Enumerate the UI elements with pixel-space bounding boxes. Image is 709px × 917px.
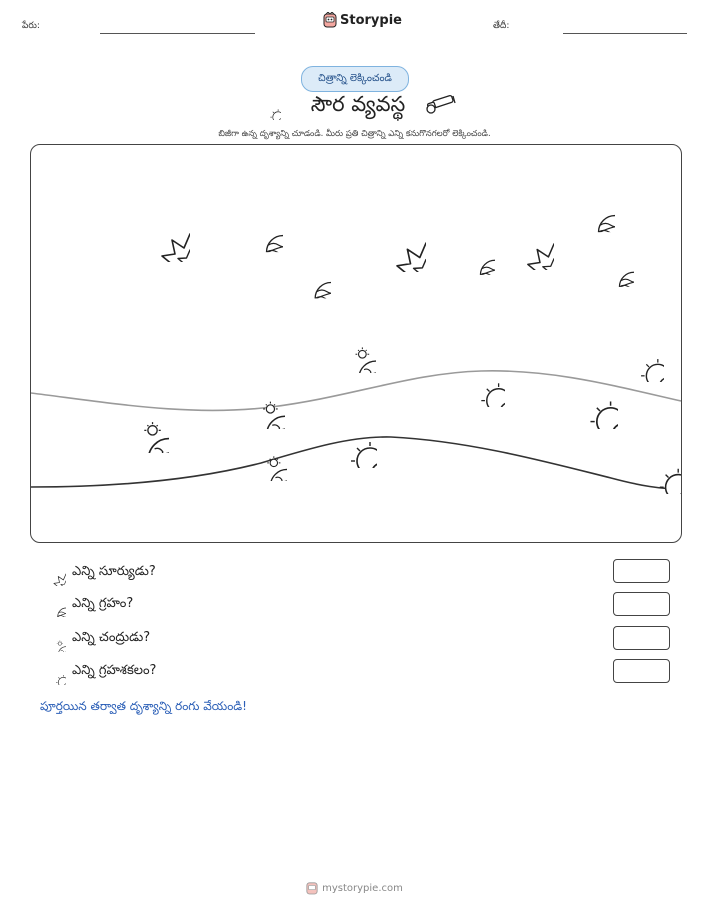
color-instruction: పూర్తయిన తర్వాత దృశ్యాన్ని రంగు వేయండి! (40, 699, 247, 713)
sun-item (397, 243, 455, 301)
scene-frame (30, 144, 682, 543)
moon-icon (40, 626, 66, 652)
storypie-footer-icon (306, 881, 318, 895)
brand-name: Storypie (340, 12, 402, 28)
asteroid-icon (40, 659, 66, 685)
instructions: బిజీగా ఉన్న దృశ్యాన్ని చూడండి. మీరు ప్రతి చిత్రాన్ని ఎన్ని కనుగొనగలరో లెక్కించండి. (218, 129, 491, 139)
asteroid-item (351, 442, 407, 494)
planet-item (474, 257, 517, 289)
earth-item (352, 347, 403, 395)
asteroid-item (641, 359, 681, 405)
question-row-moon (40, 626, 150, 652)
question-text: ఎన్ని గ్రహశకలం? (72, 663, 157, 678)
question-text: ఎన్ని సూర్యుడు? (72, 564, 156, 579)
footer (0, 881, 709, 895)
planet-item (613, 269, 656, 301)
question-row-sun (40, 560, 156, 586)
activity-pill-label: చిత్రాన్ని లెక్కించండి (318, 73, 392, 84)
answer-box-planet[interactable] (613, 592, 670, 616)
storypie-mascot-icon (323, 12, 337, 28)
sun-item (162, 234, 218, 290)
asteroid-item (590, 401, 650, 456)
answer-box-asteroid[interactable] (613, 659, 670, 683)
asteroid-item (481, 383, 532, 430)
date-label: తేదీ: (493, 21, 510, 31)
scene-canvas (31, 145, 681, 542)
sun-item (528, 244, 580, 296)
footer-url: mystorypie.com (322, 882, 403, 894)
ground-line-lower (31, 437, 681, 489)
ground-line-upper (31, 371, 681, 411)
name-line[interactable] (100, 33, 255, 34)
name-label: పేరు: (22, 21, 40, 31)
earth-item (264, 456, 313, 502)
telescope-icon (424, 94, 458, 116)
earth-item (259, 402, 314, 453)
question-text: ఎన్ని చంద్రుడు? (72, 630, 151, 645)
sun-icon (40, 560, 66, 586)
planet-item (308, 279, 355, 314)
brand-logo (323, 12, 402, 28)
date-line[interactable] (563, 33, 687, 34)
answer-box-moon[interactable] (613, 626, 670, 650)
planet-item (591, 212, 640, 248)
asteroid-item (660, 469, 681, 519)
page-title: సౌర వ్యవస్థ (310, 92, 406, 116)
question-row-asteroid (40, 659, 156, 685)
earth-item (140, 422, 202, 480)
asteroid-title-icon (253, 92, 281, 120)
planet-icon (40, 593, 66, 617)
answer-box-sun[interactable] (613, 559, 670, 583)
question-text: ఎన్ని గ్రహం? (72, 596, 134, 611)
planet-item (259, 232, 308, 268)
question-row-planet (40, 593, 133, 617)
activity-pill (301, 66, 409, 92)
